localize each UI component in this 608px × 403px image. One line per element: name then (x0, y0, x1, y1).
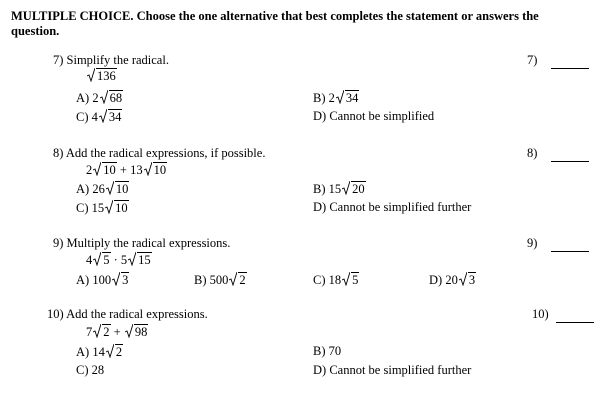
question-9-answer-blank[interactable] (551, 250, 589, 252)
question-8-answer-blank[interactable] (551, 160, 589, 162)
question-9-option-b[interactable]: B) 500 2 (194, 273, 246, 287)
question-7-number: 7) (527, 53, 538, 67)
instructions-heading (11, 9, 539, 24)
question-9-option-a[interactable]: A) 100 3 (76, 273, 129, 287)
question-8-expression: 2 10 + 13 10 (86, 163, 167, 177)
question-7-option-d[interactable]: D) Cannot be simplified (313, 109, 435, 123)
question-7-prompt: 7) Simplify the radical. (53, 53, 169, 67)
question-10-answer-blank[interactable] (556, 321, 594, 323)
question-8-option-d[interactable]: D) Cannot be simplified further (313, 200, 472, 214)
question-8-option-c[interactable]: C) 15 10 (76, 201, 128, 215)
instructions-heading-cont (11, 24, 59, 39)
question-9-number: 9) (527, 236, 538, 250)
question-10-option-a[interactable]: A) 14 2 (76, 345, 123, 359)
question-9-option-d[interactable]: D) 20 3 (429, 273, 476, 287)
question-9-option-c[interactable]: C) 18 5 (313, 273, 359, 287)
question-8-prompt: 8) Add the radical expressions, if possible. (53, 146, 266, 160)
question-7-option-c[interactable]: C) 4 34 (76, 110, 122, 124)
question-7-option-a[interactable]: A) 2 68 (76, 91, 123, 105)
instructions-line-2: question. (11, 24, 60, 38)
question-7-answer-blank[interactable] (551, 67, 589, 69)
question-10-prompt: 10) Add the radical expressions. (47, 307, 208, 321)
radical-sign: 136 (87, 68, 117, 84)
question-10-number: 10) (532, 307, 549, 321)
question-10-option-d[interactable]: D) Cannot be simplified further (313, 363, 472, 377)
instructions-line-1: MULTIPLE CHOICE. Choose the one alternative that best completes the statement or answers the (11, 9, 539, 23)
question-8-option-b[interactable]: B) 15 20 (313, 182, 365, 196)
question-10-expression: 7 2 + 98 (86, 325, 148, 339)
question-9-expression: 4 5 · 5 15 (86, 253, 151, 267)
question-7-expression (86, 68, 117, 84)
question-9-prompt: 9) Multiply the radical expressions. (53, 236, 231, 250)
question-8-number: 8) (527, 146, 538, 160)
question-7-option-b[interactable]: B) 2 34 (313, 91, 359, 105)
question-8-option-a[interactable]: A) 26 10 (76, 182, 129, 196)
question-10-option-c[interactable]: C) 28 (76, 363, 105, 377)
question-10-option-b[interactable]: B) 70 (313, 344, 342, 358)
